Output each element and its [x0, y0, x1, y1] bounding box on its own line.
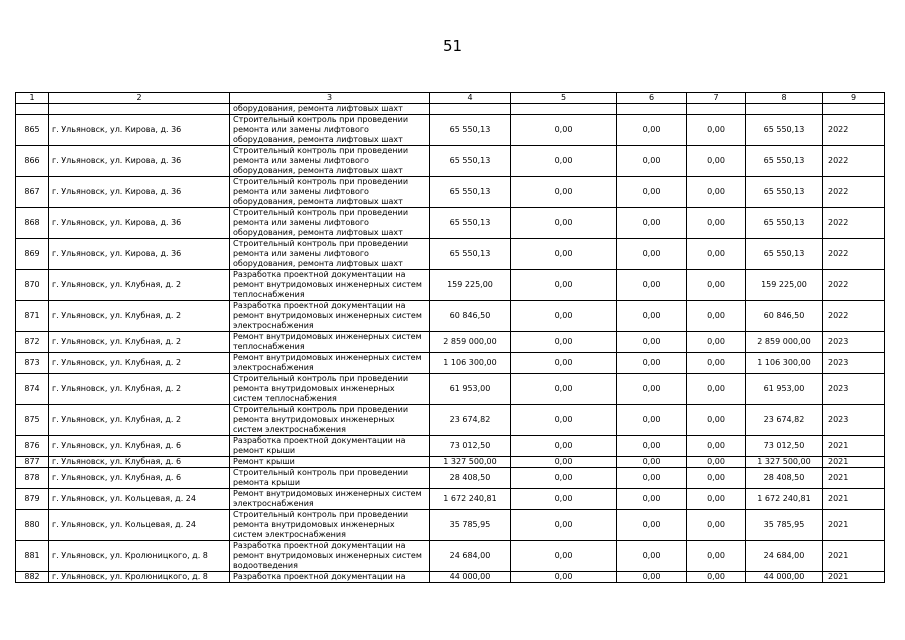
owner-funds-cell: 73 012,50: [746, 436, 823, 457]
work-type-cell: Разработка проектной документации на ремонт внутридомовых инженерных систем водоотведения: [230, 541, 430, 572]
regional-funds-cell: 0,00: [617, 208, 687, 239]
year-cell: 2022: [823, 115, 885, 146]
table-row: [16, 436, 885, 457]
table-row: [16, 405, 885, 436]
address-cell: г. Ульяновск, ул. Кролюницкого, д. 8: [49, 541, 230, 572]
column-header: 1: [16, 93, 49, 104]
owner-funds-cell: 28 408,50: [746, 468, 823, 489]
table-row: [16, 572, 885, 583]
address-cell: г. Ульяновск, ул. Кирова, д. 36: [49, 146, 230, 177]
row-number-cell: 872: [16, 332, 49, 353]
local-funds-cell: 0,00: [687, 332, 746, 353]
total-cost-cell: 159 225,00: [430, 270, 511, 301]
work-type-cell: Ремонт крыши: [230, 457, 430, 468]
row-number-cell: 874: [16, 374, 49, 405]
federal-funds-cell: 0,00: [511, 489, 617, 510]
owner-funds-cell: 60 846,50: [746, 301, 823, 332]
row-number-cell: 882: [16, 572, 49, 583]
owner-funds-cell: 2 859 000,00: [746, 332, 823, 353]
row-number-cell: 877: [16, 457, 49, 468]
local-funds-cell: 0,00: [687, 146, 746, 177]
total-cost-cell: 2 859 000,00: [430, 332, 511, 353]
address-cell: г. Ульяновск, ул. Клубная, д. 2: [49, 332, 230, 353]
regional-funds-cell: 0,00: [617, 177, 687, 208]
address-cell: г. Ульяновск, ул. Клубная, д. 2: [49, 270, 230, 301]
local-funds-cell: 0,00: [687, 353, 746, 374]
total-cost-cell: 1 327 500,00: [430, 457, 511, 468]
column-number-header-row: [16, 93, 885, 104]
local-funds-cell: 0,00: [687, 436, 746, 457]
address-cell: г. Ульяновск, ул. Клубная, д. 2: [49, 405, 230, 436]
year-cell: 2022: [823, 146, 885, 177]
owner-funds-cell: 44 000,00: [746, 572, 823, 583]
regional-funds-cell: 0,00: [617, 115, 687, 146]
table-row: [16, 468, 885, 489]
row-number-cell: 868: [16, 208, 49, 239]
work-type-cell: Строительный контроль при проведении ремонта внутридомовых инженерных систем электроснабжения: [230, 405, 430, 436]
table-row: [16, 541, 885, 572]
regional-funds-cell: 0,00: [617, 457, 687, 468]
total-cost-cell: 23 674,82: [430, 405, 511, 436]
work-type-cell: Строительный контроль при проведении ремонта крыши: [230, 468, 430, 489]
federal-funds-cell: 0,00: [511, 457, 617, 468]
owner-funds-cell: 65 550,13: [746, 208, 823, 239]
cell-empty: [746, 104, 823, 115]
row-number-cell: 866: [16, 146, 49, 177]
regional-funds-cell: 0,00: [617, 436, 687, 457]
local-funds-cell: 0,00: [687, 177, 746, 208]
total-cost-cell: 1 672 240,81: [430, 489, 511, 510]
row-number-cell: 876: [16, 436, 49, 457]
year-cell: 2022: [823, 208, 885, 239]
local-funds-cell: 0,00: [687, 510, 746, 541]
regional-funds-cell: 0,00: [617, 510, 687, 541]
cell-empty: [687, 104, 746, 115]
regional-funds-cell: 0,00: [617, 405, 687, 436]
address-cell: г. Ульяновск, ул. Клубная, д. 2: [49, 301, 230, 332]
local-funds-cell: 0,00: [687, 468, 746, 489]
year-cell: 2021: [823, 541, 885, 572]
address-cell: г. Ульяновск, ул. Кирова, д. 36: [49, 115, 230, 146]
total-cost-cell: 44 000,00: [430, 572, 511, 583]
address-cell: г. Ульяновск, ул. Клубная, д. 2: [49, 374, 230, 405]
total-cost-cell: 35 785,95: [430, 510, 511, 541]
table-row: [16, 332, 885, 353]
table-row: [16, 510, 885, 541]
table-row: [16, 270, 885, 301]
total-cost-cell: 65 550,13: [430, 208, 511, 239]
local-funds-cell: 0,00: [687, 208, 746, 239]
federal-funds-cell: 0,00: [511, 541, 617, 572]
row-number-cell: 875: [16, 405, 49, 436]
federal-funds-cell: 0,00: [511, 510, 617, 541]
total-cost-cell: 65 550,13: [430, 177, 511, 208]
owner-funds-cell: 1 327 500,00: [746, 457, 823, 468]
total-cost-cell: 28 408,50: [430, 468, 511, 489]
work-type-cell: Строительный контроль при проведении ремонта или замены лифтового оборудования, ремонта лифтовых шахт: [230, 208, 430, 239]
year-cell: 2021: [823, 457, 885, 468]
year-cell: 2022: [823, 301, 885, 332]
year-cell: 2022: [823, 239, 885, 270]
row-number-cell: 879: [16, 489, 49, 510]
address-cell: г. Ульяновск, ул. Кольцевая, д. 24: [49, 489, 230, 510]
work-type-cell: Ремонт внутридомовых инженерных систем электроснабжения: [230, 489, 430, 510]
local-funds-cell: 0,00: [687, 239, 746, 270]
federal-funds-cell: 0,00: [511, 115, 617, 146]
regional-funds-cell: 0,00: [617, 353, 687, 374]
address-cell: г. Ульяновск, ул. Клубная, д. 6: [49, 457, 230, 468]
address-cell: г. Ульяновск, ул. Кролюницкого, д. 8: [49, 572, 230, 583]
owner-funds-cell: 1 106 300,00: [746, 353, 823, 374]
owner-funds-cell: 1 672 240,81: [746, 489, 823, 510]
row-number-cell: 871: [16, 301, 49, 332]
regional-funds-cell: 0,00: [617, 374, 687, 405]
local-funds-cell: 0,00: [687, 457, 746, 468]
local-funds-cell: 0,00: [687, 301, 746, 332]
year-cell: 2023: [823, 332, 885, 353]
local-funds-cell: 0,00: [687, 541, 746, 572]
column-header: 2: [49, 93, 230, 104]
carry-over-row: [16, 104, 885, 115]
regional-funds-cell: 0,00: [617, 541, 687, 572]
owner-funds-cell: 61 953,00: [746, 374, 823, 405]
total-cost-cell: 24 684,00: [430, 541, 511, 572]
work-type-cell: Ремонт внутридомовых инженерных систем электроснабжения: [230, 353, 430, 374]
owner-funds-cell: 65 550,13: [746, 239, 823, 270]
table-row: [16, 374, 885, 405]
owner-funds-cell: 159 225,00: [746, 270, 823, 301]
work-type-cell: Разработка проектной документации на ремонт внутридомовых инженерных систем электроснабжения: [230, 301, 430, 332]
cell-empty: [823, 104, 885, 115]
local-funds-cell: 0,00: [687, 572, 746, 583]
row-number-cell: 878: [16, 468, 49, 489]
address-cell: г. Ульяновск, ул. Клубная, д. 6: [49, 468, 230, 489]
column-header: 7: [687, 93, 746, 104]
work-type-cell: Ремонт внутридомовых инженерных систем теплоснабжения: [230, 332, 430, 353]
cell-empty: [511, 104, 617, 115]
year-cell: 2021: [823, 468, 885, 489]
address-cell: г. Ульяновск, ул. Кирова, д. 36: [49, 239, 230, 270]
federal-funds-cell: 0,00: [511, 353, 617, 374]
local-funds-cell: 0,00: [687, 489, 746, 510]
local-funds-cell: 0,00: [687, 270, 746, 301]
column-header: 9: [823, 93, 885, 104]
repair-schedule-table: [15, 92, 885, 583]
regional-funds-cell: 0,00: [617, 572, 687, 583]
federal-funds-cell: 0,00: [511, 405, 617, 436]
owner-funds-cell: 65 550,13: [746, 177, 823, 208]
year-cell: 2021: [823, 436, 885, 457]
owner-funds-cell: 65 550,13: [746, 115, 823, 146]
local-funds-cell: 0,00: [687, 115, 746, 146]
total-cost-cell: 1 106 300,00: [430, 353, 511, 374]
work-type-cell: Разработка проектной документации на ремонт крыши: [230, 436, 430, 457]
table-row: [16, 489, 885, 510]
total-cost-cell: 65 550,13: [430, 239, 511, 270]
table-row: [16, 301, 885, 332]
address-cell: г. Ульяновск, ул. Клубная, д. 2: [49, 353, 230, 374]
row-number-cell: 870: [16, 270, 49, 301]
year-cell: 2023: [823, 374, 885, 405]
federal-funds-cell: 0,00: [511, 239, 617, 270]
cell-empty: [617, 104, 687, 115]
owner-funds-cell: 65 550,13: [746, 146, 823, 177]
column-header: 8: [746, 93, 823, 104]
federal-funds-cell: 0,00: [511, 332, 617, 353]
total-cost-cell: 60 846,50: [430, 301, 511, 332]
row-number-cell: 880: [16, 510, 49, 541]
work-type-cell: Строительный контроль при проведении ремонта или замены лифтового оборудования, ремонта лифтовых шахт: [230, 146, 430, 177]
year-cell: 2022: [823, 177, 885, 208]
federal-funds-cell: 0,00: [511, 177, 617, 208]
address-cell: г. Ульяновск, ул. Кирова, д. 36: [49, 177, 230, 208]
row-number-cell: 873: [16, 353, 49, 374]
federal-funds-cell: 0,00: [511, 146, 617, 177]
table-row: [16, 208, 885, 239]
federal-funds-cell: 0,00: [511, 374, 617, 405]
year-cell: 2021: [823, 572, 885, 583]
column-header: 3: [230, 93, 430, 104]
total-cost-cell: 65 550,13: [430, 115, 511, 146]
year-cell: 2022: [823, 270, 885, 301]
address-cell: г. Ульяновск, ул. Кольцевая, д. 24: [49, 510, 230, 541]
work-type-cell: Строительный контроль при проведении ремонта или замены лифтового оборудования, ремонта лифтовых шахт: [230, 239, 430, 270]
year-cell: 2021: [823, 510, 885, 541]
table-row: [16, 457, 885, 468]
federal-funds-cell: 0,00: [511, 270, 617, 301]
table-row: [16, 146, 885, 177]
column-header: 5: [511, 93, 617, 104]
total-cost-cell: 65 550,13: [430, 146, 511, 177]
table-row: [16, 115, 885, 146]
regional-funds-cell: 0,00: [617, 270, 687, 301]
work-type-cell: Разработка проектной документации на: [230, 572, 430, 583]
work-type-cell: Строительный контроль при проведении ремонта или замены лифтового оборудования, ремонта лифтовых шахт: [230, 177, 430, 208]
local-funds-cell: 0,00: [687, 374, 746, 405]
address-cell: г. Ульяновск, ул. Клубная, д. 6: [49, 436, 230, 457]
total-cost-cell: 73 012,50: [430, 436, 511, 457]
table-row: [16, 353, 885, 374]
work-type-cell: Разработка проектной документации на ремонт внутридомовых инженерных систем теплоснабжения: [230, 270, 430, 301]
row-number-cell: 881: [16, 541, 49, 572]
federal-funds-cell: 0,00: [511, 436, 617, 457]
regional-funds-cell: 0,00: [617, 239, 687, 270]
federal-funds-cell: 0,00: [511, 468, 617, 489]
table-row: [16, 239, 885, 270]
federal-funds-cell: 0,00: [511, 301, 617, 332]
federal-funds-cell: 0,00: [511, 572, 617, 583]
address-cell: г. Ульяновск, ул. Кирова, д. 36: [49, 208, 230, 239]
page-number: 51: [442, 37, 463, 55]
regional-funds-cell: 0,00: [617, 146, 687, 177]
row-number-cell: 867: [16, 177, 49, 208]
local-funds-cell: 0,00: [687, 405, 746, 436]
table-row: [16, 177, 885, 208]
year-cell: 2023: [823, 405, 885, 436]
regional-funds-cell: 0,00: [617, 489, 687, 510]
owner-funds-cell: 24 684,00: [746, 541, 823, 572]
federal-funds-cell: 0,00: [511, 208, 617, 239]
row-number-cell: 869: [16, 239, 49, 270]
work-type-cell: Строительный контроль при проведении ремонта внутридомовых инженерных систем теплоснабжения: [230, 374, 430, 405]
row-number-cell: 865: [16, 115, 49, 146]
owner-funds-cell: 23 674,82: [746, 405, 823, 436]
regional-funds-cell: 0,00: [617, 468, 687, 489]
cell-empty: [430, 104, 511, 115]
regional-funds-cell: 0,00: [617, 301, 687, 332]
regional-funds-cell: 0,00: [617, 332, 687, 353]
work-type-cell: оборудования, ремонта лифтовых шахт: [230, 104, 430, 115]
cell-empty: [49, 104, 230, 115]
total-cost-cell: 61 953,00: [430, 374, 511, 405]
year-cell: 2023: [823, 353, 885, 374]
column-header: 6: [617, 93, 687, 104]
work-type-cell: Строительный контроль при проведении ремонта внутридомовых инженерных систем электроснабжения: [230, 510, 430, 541]
work-type-cell: Строительный контроль при проведении ремонта или замены лифтового оборудования, ремонта лифтовых шахт: [230, 115, 430, 146]
owner-funds-cell: 35 785,95: [746, 510, 823, 541]
cell-empty: [16, 104, 49, 115]
column-header: 4: [430, 93, 511, 104]
year-cell: 2021: [823, 489, 885, 510]
